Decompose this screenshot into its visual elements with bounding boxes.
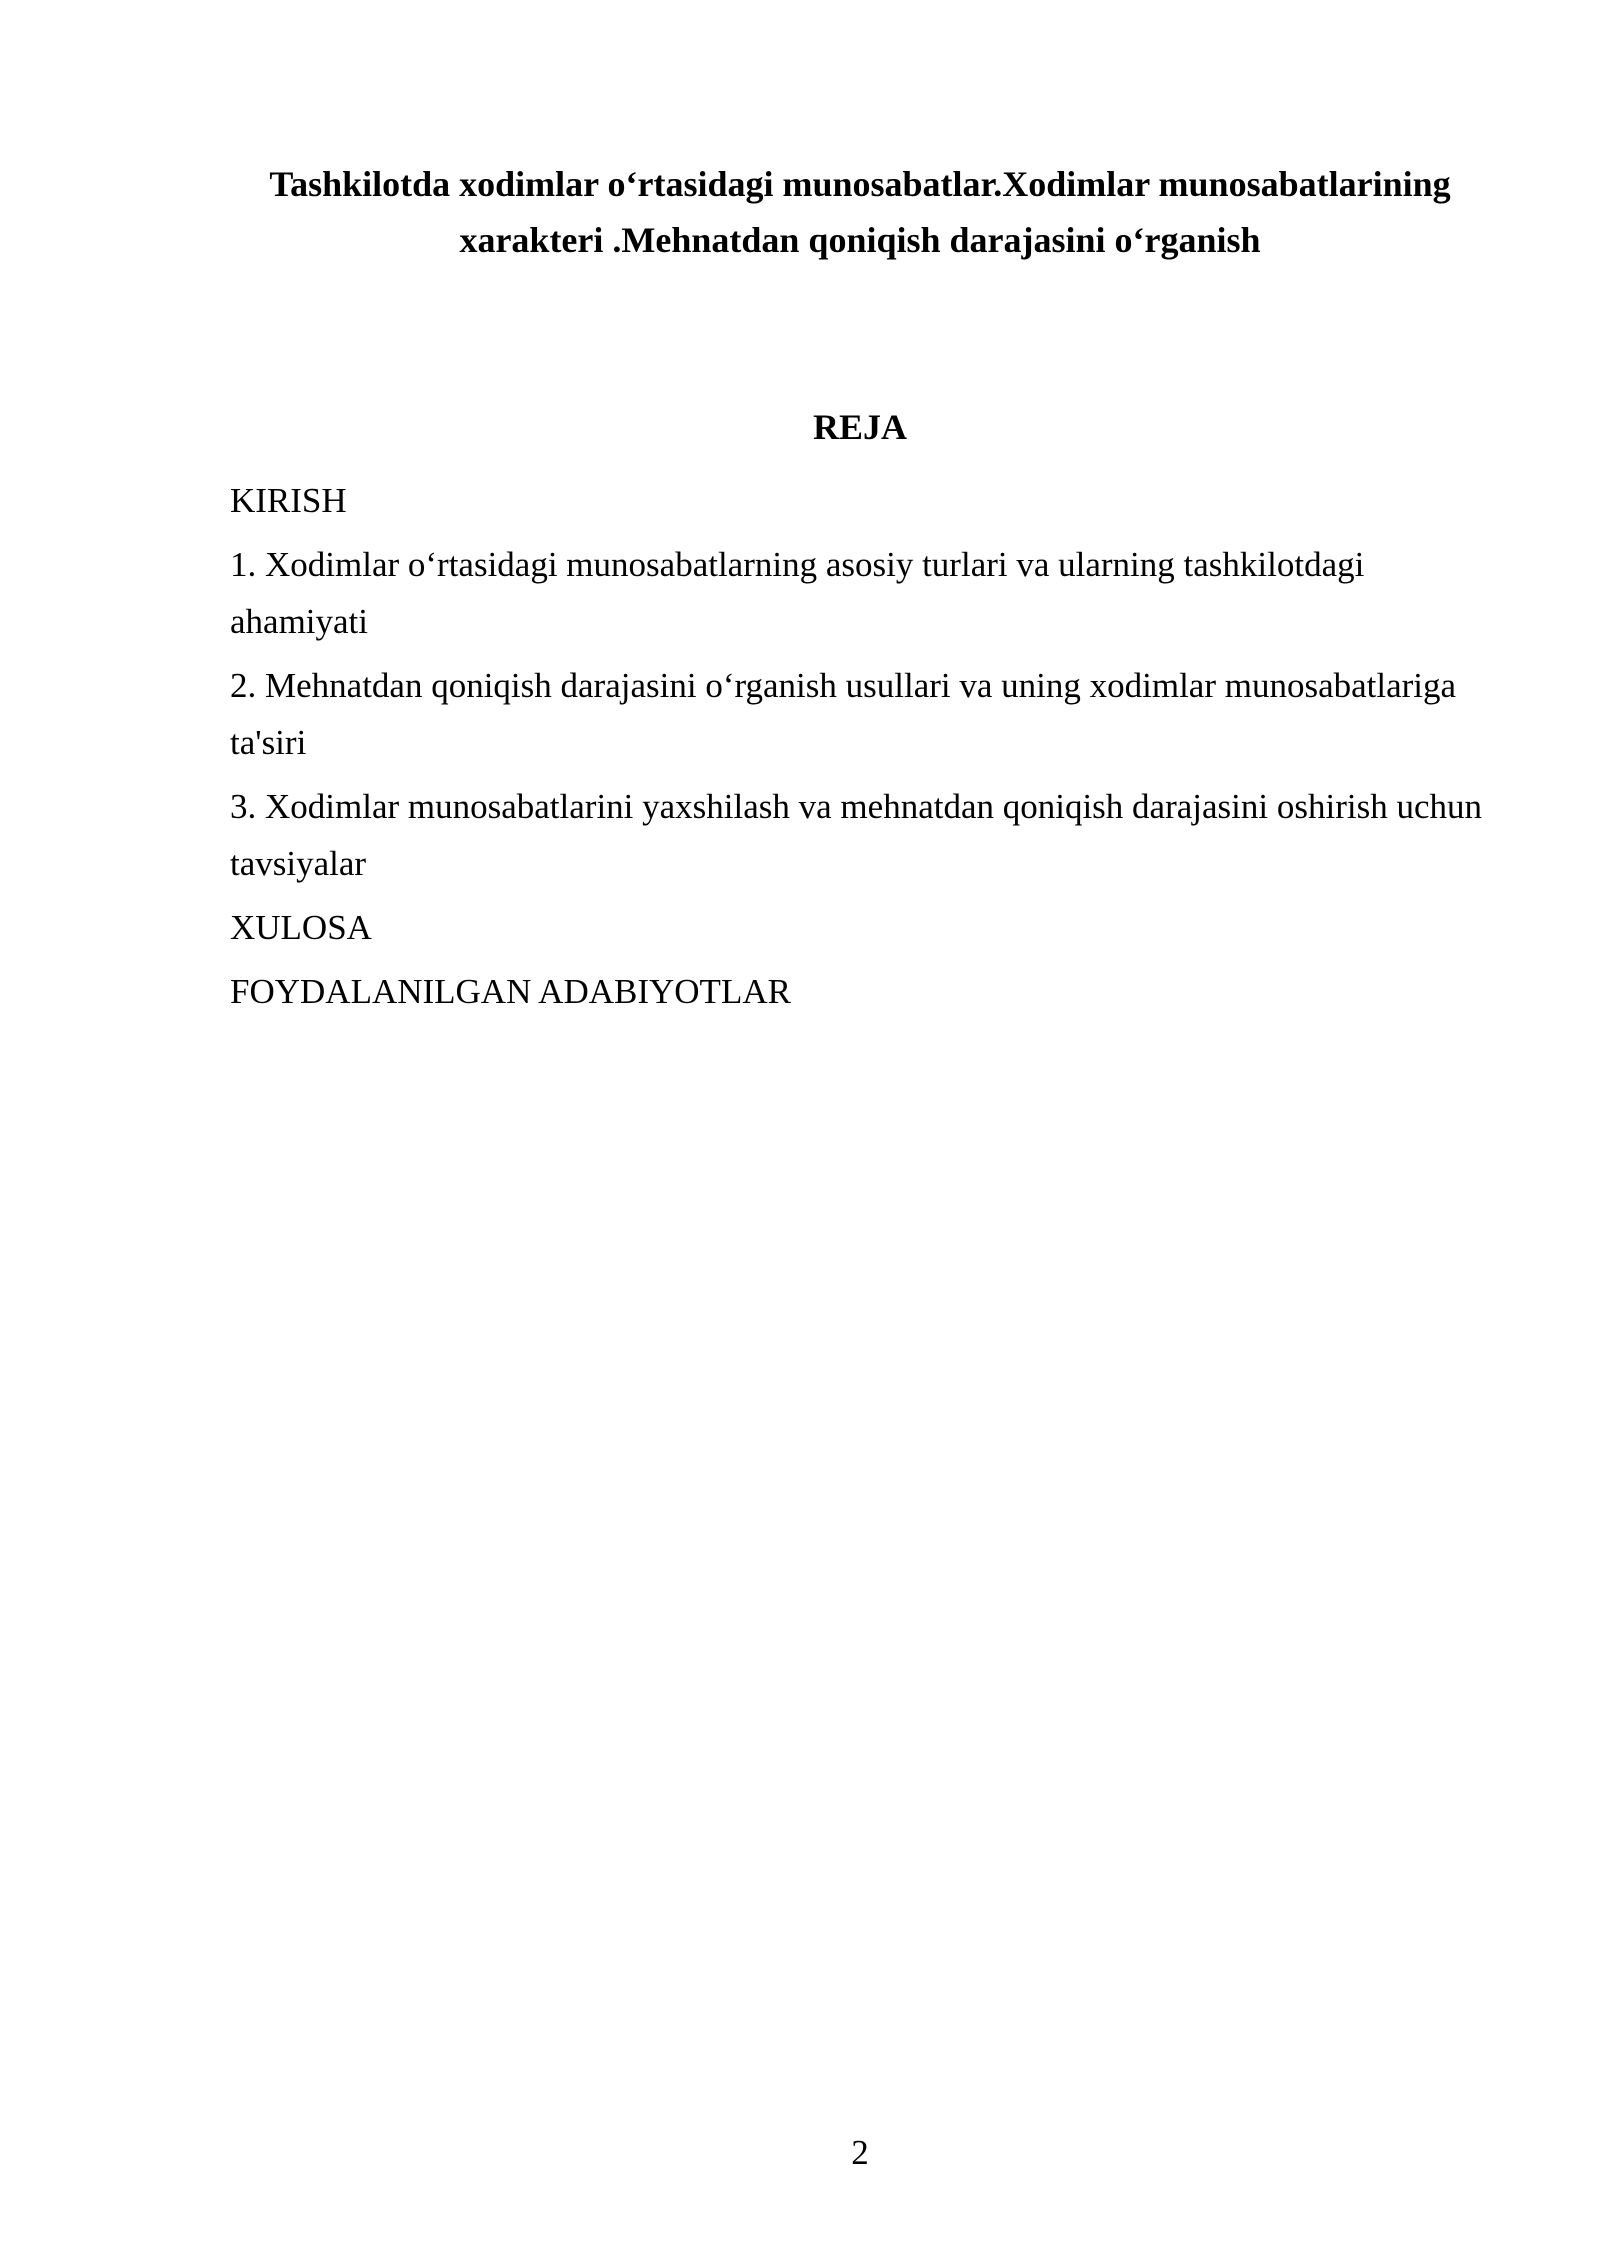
plan-item-introduction: KIRISH (230, 481, 347, 520)
plan-heading: REJA (812, 407, 907, 447)
plan-item-conclusion: XULOSA (230, 908, 372, 947)
plan-list (230, 472, 1500, 1027)
document-title: Tashkilotda xodimlar o‘rtasidagi munosabatlar.Xodimlar munosabatlarining xarakteri .Mehnatdan qoniqish darajasini o‘rganish (269, 164, 1451, 260)
plan-item-2: 2. Mehnatdan qoniqish darajasini o‘rganish usullari va uning xodimlar munosabatlariga ta'siri (230, 666, 1457, 762)
page-number: 2 (851, 2133, 869, 2172)
plan-item-1: 1. Xodimlar o‘rtasidagi munosabatlarning asosiy turlari va ularning tashkilotdagi ahamiyati (230, 545, 1365, 641)
plan-item-3: 3. Xodimlar munosabatlarini yaxshilash va mehnatdan qoniqish darajasini oshirish uchun tavsiyalar (230, 787, 1482, 883)
plan-item-references: FOYDALANILGAN ADABIYOTLAR (230, 972, 791, 1011)
